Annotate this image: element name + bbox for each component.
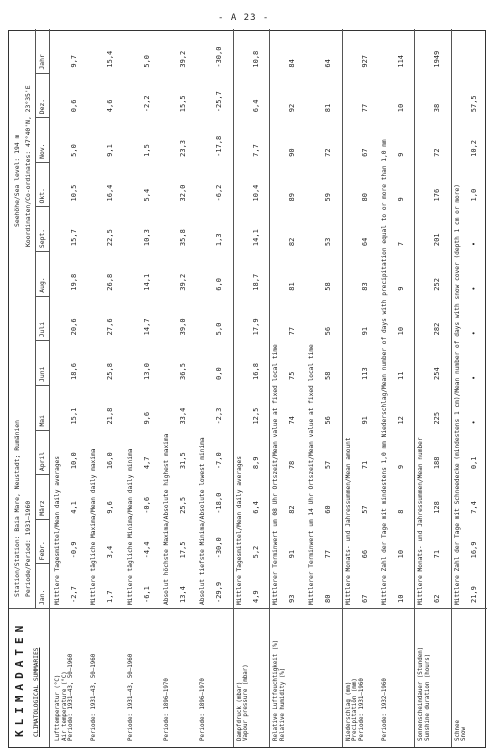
column-header: Dez. [38, 98, 46, 115]
page-number: - A 23 - [218, 13, 270, 23]
table-cell: 27,6 [106, 318, 115, 336]
column-divider [35, 73, 49, 74]
table-cell: -2,3 [215, 407, 224, 425]
column-header: Febr. [38, 541, 46, 561]
row-caption: Mittlere tägliche Maxima/Mean daily maxima [90, 448, 98, 605]
table-cell: 72 [324, 148, 333, 157]
table-cell: 80 [324, 594, 333, 603]
group-separator [233, 29, 234, 747]
table-cell: 39,0 [178, 318, 187, 336]
table-cell: 9 [396, 152, 405, 157]
table-cell: 21,9 [469, 586, 478, 603]
column-divider [35, 117, 49, 118]
table-cell: -25,7 [215, 91, 224, 113]
group-separator [414, 29, 415, 747]
climate-table [8, 30, 486, 748]
column-header: Sept. [38, 228, 46, 249]
header-divider [35, 29, 36, 609]
column-header: Okt. [38, 188, 46, 204]
column-header: Mai [38, 415, 46, 427]
table-cell: 201 [433, 233, 442, 247]
table-cell: 81 [324, 103, 333, 113]
table-cell: 1,5 [142, 144, 151, 157]
table-cell: 114 [396, 54, 405, 68]
table-cell: 10,0 [69, 452, 78, 470]
table-cell: 9,6 [142, 411, 151, 425]
row-caption: Mittlere Zahl der Tage mit Schneedecke (mindestens 1 cm)/Mean number of days with snow cover (depth 1 cm or more) [453, 184, 461, 605]
table-cell: 81 [287, 282, 296, 291]
coordinates-label: Koordinaten/Co-ordinates: 47°40'N, 23°35'E [24, 85, 32, 247]
table-cell: -30,0 [215, 537, 224, 559]
table-cell: 15,5 [178, 95, 187, 113]
table-cell: 15,4 [106, 50, 115, 68]
table-cell: 58 [324, 282, 333, 291]
table-cell: 7,7 [251, 144, 260, 157]
table-cell: 92 [287, 103, 296, 113]
table-cell: 64 [360, 237, 369, 247]
table-cell: 67 [360, 594, 369, 603]
table-cell: 56 [324, 416, 333, 425]
row-label: Periode: 1931–43, 50–1960 [91, 653, 98, 741]
table-cell: -6,2 [215, 184, 224, 202]
table-cell: 5,4 [142, 188, 151, 202]
table-cell: 80 [360, 193, 369, 202]
table-cell: 18,6 [69, 363, 78, 380]
table-cell: 0,1 [469, 456, 478, 470]
table-cell: -2,2 [142, 95, 151, 113]
table-cell: 58 [324, 371, 333, 380]
table-cell: 17,9 [251, 318, 260, 336]
table-cell: 9,7 [69, 54, 78, 68]
row-caption: Mittlerer Terminwert um 14 Uhr Ortszeit/Mean value at fixed local time [308, 344, 316, 605]
row-caption: Mittlere Tagesmittel/Mean daily averages [235, 455, 243, 605]
table-cell: 77 [287, 326, 296, 336]
table-cell: 7,4 [469, 501, 478, 514]
table-cell: • [469, 241, 478, 247]
table-cell: -17,8 [215, 135, 224, 157]
table-cell: 67 [360, 148, 369, 157]
table-cell: 91 [360, 416, 369, 425]
table-cell: 9 [396, 286, 405, 291]
row-label: Periode: 1896–1970 [200, 678, 207, 741]
group-separator [342, 29, 343, 747]
table-cell: 66 [360, 549, 369, 559]
table-cell: 10,2 [469, 140, 478, 157]
table-cell: 176 [433, 188, 442, 202]
column-divider [35, 296, 49, 297]
table-cell: 0,0 [215, 367, 224, 380]
table-cell: 5,0 [142, 54, 151, 68]
table-cell: 25,5 [178, 496, 187, 514]
table-cell: 7 [396, 241, 405, 247]
table-cell: 17,5 [178, 541, 187, 559]
column-header: Nov. [38, 143, 46, 159]
table-cell: 1,0 [469, 188, 478, 202]
table-cell: 5,0 [215, 322, 224, 336]
table-cell: 5,0 [69, 144, 78, 157]
table-cell: 84 [287, 59, 296, 68]
table-cell: 128 [433, 501, 442, 514]
table-cell: 18,7 [251, 273, 260, 291]
table-cell: 21,8 [106, 407, 115, 425]
table-cell: 57 [360, 505, 369, 514]
table-cell: -29,9 [215, 581, 224, 603]
column-divider [35, 162, 49, 163]
station-label: Station/Station: Baia Mare, Neustadt; Rumänien [13, 420, 21, 597]
elevation-label: Seehöhe/Sea level: 194 m [13, 134, 21, 227]
table-cell: 6,0 [215, 278, 224, 291]
table-cell: 10,3 [142, 229, 151, 247]
row-label: Sonnenscheindauer (Stunden) Sunshine duration (hours) [418, 646, 431, 741]
row-caption: Mittlere Monats- und Jahressummen/Mean number [417, 437, 425, 605]
table-cell: 91 [360, 326, 369, 336]
row-label: Niederschlag (mm) Precipitation (mm) Periode: 1931–1960 [345, 678, 365, 741]
table-cell: 75 [287, 371, 296, 380]
table-cell: • [469, 375, 478, 380]
table-cell: 19,8 [69, 273, 78, 291]
column-header: Juli [38, 321, 46, 338]
table-cell: 10 [396, 326, 405, 336]
table-cell: 60 [324, 505, 333, 514]
table-cell: 13,4 [178, 586, 187, 603]
row-label: Relative Luftfeuchtigkeit (%) Relative humidity (%) [273, 639, 286, 741]
table-cell: 12,5 [251, 407, 260, 425]
row-label: Dampfdruck (mbar) Vapour pressure (mbar) [236, 664, 250, 741]
period-label: Periode/Period: 1931–1960 [24, 500, 32, 597]
column-divider [35, 474, 49, 475]
table-cell: 10,4 [251, 184, 260, 202]
table-cell: 82 [287, 237, 296, 247]
table-cell: • [469, 420, 478, 425]
table-cell: 1,3 [215, 233, 224, 247]
table-cell: 15,7 [69, 229, 78, 247]
table-cell: -6,1 [142, 586, 151, 603]
column-divider [35, 563, 49, 564]
table-cell: 36,5 [178, 363, 187, 380]
table-cell: 282 [433, 322, 442, 336]
table-cell: 13,0 [142, 363, 151, 380]
table-cell: 4,9 [251, 590, 260, 603]
column-header: Aug. [38, 277, 46, 293]
group-separator [269, 29, 270, 747]
table-cell: 38 [433, 103, 442, 113]
table-cell: 188 [433, 456, 442, 470]
column-divider [35, 206, 49, 207]
table-cell: 4,1 [69, 501, 78, 514]
table-title: KLIMADATEN [13, 620, 26, 737]
table-cell: 9 [396, 197, 405, 202]
table-cell: 10 [396, 103, 405, 113]
table-cell: 20,6 [69, 318, 78, 336]
table-cell: 16,9 [469, 541, 478, 559]
table-cell: 25,8 [106, 363, 115, 380]
table-cell: 77 [324, 549, 333, 559]
table-cell: 77 [360, 103, 369, 113]
table-cell: 6,4 [251, 99, 260, 113]
table-cell: 927 [360, 54, 369, 68]
table-cell: 113 [360, 367, 369, 380]
table-cell: 71 [360, 460, 369, 470]
table-cell: 35,8 [178, 229, 187, 247]
row-caption: Mittlere Tagesmittel/Mean daily averages [54, 455, 61, 605]
table-cell: 0,6 [69, 99, 78, 113]
row-caption: Mittlere tägliche Minima/Mean daily minima [126, 448, 134, 605]
table-cell: 16,0 [106, 452, 115, 470]
column-divider [35, 430, 49, 431]
table-cell: 5,2 [251, 545, 260, 559]
table-cell: 33,4 [178, 407, 187, 425]
table-cell: 8 [396, 509, 405, 514]
table-cell: 71 [433, 549, 442, 559]
row-caption: Mittlere Zahl der Tage mit mindestens 1,0 mm Niederschlag/Mean number of days with precipitation equal to or more than 1,0 mm [381, 139, 388, 605]
table-cell: -0,6 [142, 496, 151, 514]
column-header: April [38, 451, 46, 472]
table-cell: 12 [396, 416, 405, 425]
table-cell: 252 [433, 278, 442, 291]
table-cell: 14,1 [142, 273, 151, 291]
table-cell: 10 [396, 594, 405, 603]
table-cell: 53 [324, 237, 333, 247]
table-cell: 31,5 [178, 452, 187, 470]
table-cell: 89 [287, 193, 296, 202]
column-header: Jahr [38, 54, 46, 70]
header-bottom-line [49, 29, 50, 747]
table-cell: 16,4 [106, 184, 115, 202]
table-cell: 83 [360, 282, 369, 291]
table-cell: 90 [287, 148, 296, 157]
table-cell: -18,0 [215, 492, 224, 514]
row-caption: Mittlerer Terminwert um 08 Uhr Ortszeit/Mean value at fixed local time [272, 344, 279, 605]
column-header: Jan. [38, 589, 46, 605]
table-cell: 57 [324, 460, 333, 470]
table-subtitle: CLIMATOLOGICAL SUMMARIES [33, 647, 40, 737]
table-cell: 15,1 [69, 407, 78, 425]
table-cell: 3,4 [106, 545, 115, 559]
table-cell: 23,3 [178, 140, 187, 157]
column-divider [35, 340, 49, 341]
table-cell: • [469, 331, 478, 336]
table-cell: 6,4 [251, 501, 260, 514]
row-caption: Mittlere Monats- und Jahressummen/Mean amount [344, 437, 352, 605]
table-cell: 225 [433, 411, 442, 425]
group-separator [451, 29, 452, 747]
table-cell: -0,9 [69, 541, 78, 559]
table-cell: 9,1 [106, 144, 115, 157]
table-cell: 39,2 [178, 273, 187, 291]
table-cell: 10,5 [69, 184, 78, 202]
table-cell: -30,0 [215, 46, 224, 68]
table-cell: 39,2 [178, 50, 187, 68]
row-label: Periode: 1932–1960 [382, 678, 388, 741]
table-cell: 14,7 [142, 318, 151, 336]
table-cell: 1949 [433, 50, 442, 68]
column-divider [35, 385, 49, 386]
table-cell: 82 [287, 505, 296, 514]
table-cell: 32,0 [178, 184, 187, 202]
table-cell: 93 [287, 594, 296, 603]
column-header: Juni [38, 366, 46, 382]
table-cell: 16,8 [251, 363, 260, 380]
row-label: Lufttemperatur (°C) Air temperature (°C) Periode: 1931–43, 50–1960 [55, 653, 75, 741]
table-cell: 72 [433, 148, 442, 157]
row-label: Schnee Snow [454, 720, 468, 741]
table-cell: 10,8 [251, 50, 260, 68]
table-cell: 22,5 [106, 229, 115, 247]
table-cell: 74 [287, 416, 296, 425]
table-cell: 91 [287, 549, 296, 559]
table-cell: 254 [433, 367, 442, 380]
table-cell: 9,6 [106, 501, 115, 514]
row-caption: Absolut tiefste Minima/Absolute lowest minima [199, 437, 207, 605]
table-cell: • [469, 286, 478, 291]
row-label: Periode: 1896–1970 [164, 678, 170, 741]
table-cell: 59 [324, 193, 333, 202]
table-cell: 64 [324, 59, 333, 68]
table-cell: 4,6 [106, 99, 115, 113]
row-caption: Absolut höchste Maxima/Absolute highest maxima [163, 433, 170, 605]
column-divider [35, 519, 49, 520]
table-cell: 1,7 [106, 590, 115, 603]
column-divider [35, 251, 49, 252]
table-cell: 9 [396, 464, 405, 470]
table-cell: 62 [433, 594, 442, 603]
table-cell: 78 [287, 460, 296, 470]
table-cell: 14,1 [251, 229, 260, 247]
table-cell: 56 [324, 326, 333, 336]
table-cell: 8,9 [251, 456, 260, 470]
table-cell: 10 [396, 549, 405, 559]
table-cell: -2,7 [69, 586, 78, 603]
table-cell: -4,4 [142, 541, 151, 559]
table-cell: -7,0 [215, 452, 224, 470]
table-cell: 4,7 [142, 456, 151, 470]
table-cell: 26,8 [106, 273, 115, 291]
column-header: März [38, 500, 46, 516]
table-cell: 57,5 [469, 95, 478, 113]
table-cell: 11 [396, 371, 405, 380]
row-label: Periode: 1931–43, 50–1960 [127, 653, 134, 741]
